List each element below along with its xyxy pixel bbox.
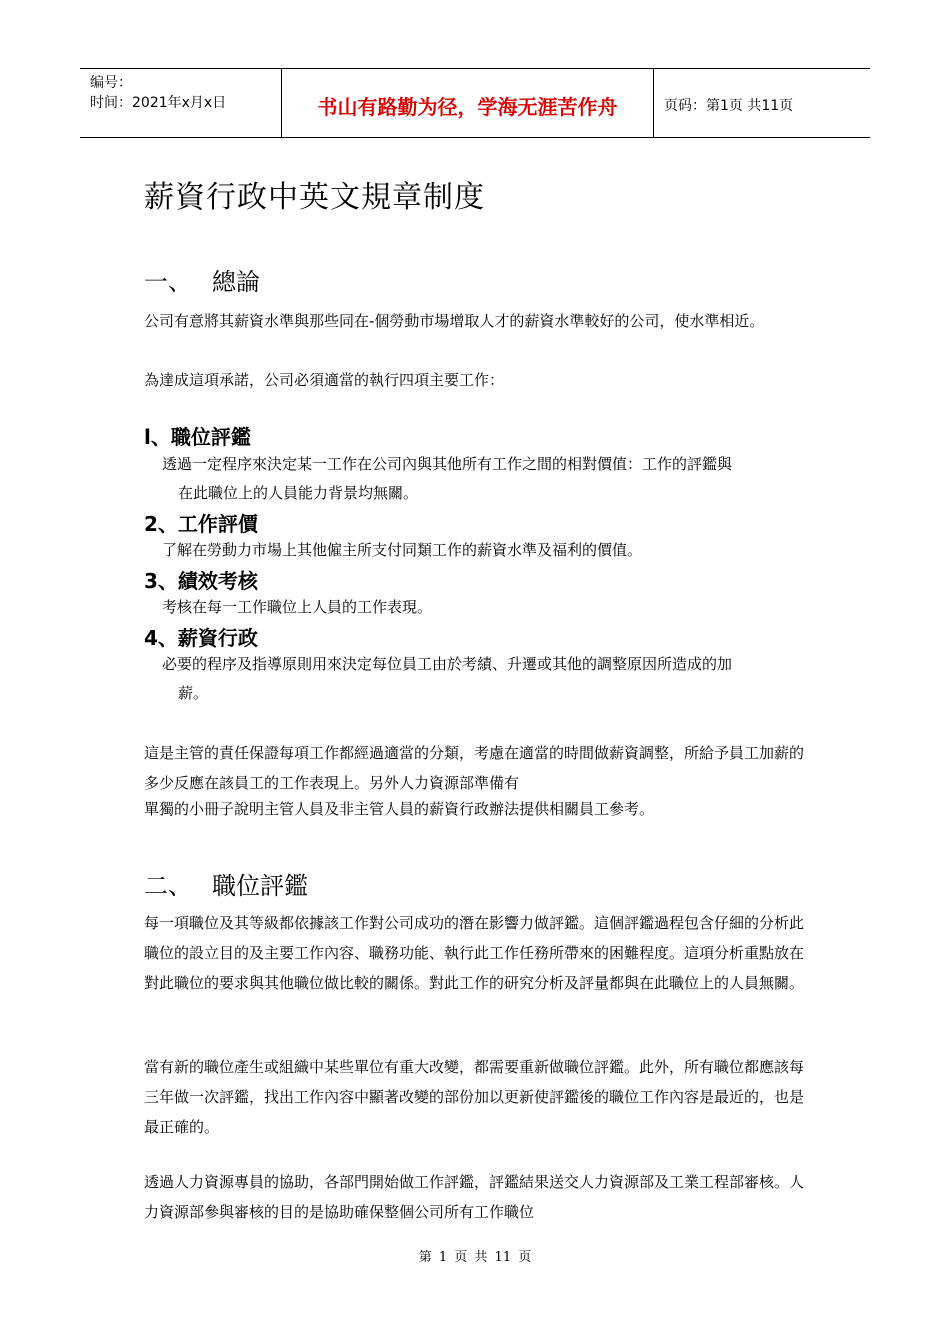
- section-2-number: 二、: [144, 872, 192, 900]
- time-label: 时间：2021年x月x日: [90, 95, 227, 111]
- page-footer: 第 1 页 共 11 页: [418, 1250, 532, 1265]
- section-2-para-1: 每一項職位及其等級都依據該工作對公司成功的潛在影響力做評鑑。這個評鑑過程包含仔細的分析此職位的設立目的及主要工作內容、職務功能、執行此工作任務所帶來的困難程度。這項分析重點放在對此職位的要求與其他職位做比較的關係。對此工作的研究分析及評量都與在此職位上的人員無關。: [144, 914, 805, 992]
- item-4-desc-line-2: 薪。: [178, 684, 209, 702]
- section-2-heading: [144, 866, 308, 901]
- item-1-desc-line-1: 透過一定程序來決定某一工作在公司內與其他所有工作之間的相對價值：工作的評鑑與: [162, 455, 733, 473]
- section-2-para-2: 當有新的職位產生或組織中某些單位有重大改變，都需要重新做職位評鑑。此外，所有職位都應該每三年做一次評鑑，找出工作內容中顯著改變的部份加以更新使評鑑後的職位工作內容是最近的，也是最正確的。: [144, 1058, 805, 1136]
- document-title: 薪資行政中英文規章制度: [144, 180, 485, 215]
- item-1-desc: [162, 450, 810, 508]
- item-4-desc-line-1: 必要的程序及指導原則用來決定每位員工由於考績、升遷或其他的調整原因所造成的加: [162, 655, 733, 673]
- header-table: [80, 68, 870, 138]
- number-label: 编号：: [90, 75, 132, 91]
- section-1-heading: [144, 262, 260, 297]
- section-2-title: 職位評鑑: [212, 872, 308, 900]
- item-3-title: 3、績效考核: [144, 569, 258, 593]
- header-meta: [80, 69, 281, 137]
- section-1-intro-1: 公司有意將其薪資水準與那些同在-個勞動市場增取人才的薪資水準較好的公司，使水準相近。: [144, 312, 765, 330]
- item-2-desc: 了解在勞動力市場上其他僱主所支付同類工作的薪資水準及福利的價值。: [162, 541, 643, 559]
- section-1-intro-2: 為達成這項承諾，公司必須適當的執行四項主要工作：: [144, 371, 505, 389]
- item-3-desc: 考核在每一工作職位上人員的工作表現。: [162, 598, 433, 616]
- item-2-title: 2、工作評價: [144, 512, 258, 536]
- section-2-para-3: 透過人力資源專員的協助，各部門開始做工作評鑑，評鑑結果送交人力資源部及工業工程部審核。人力資源部參與審核的目的是協助確保整個公司所有工作職位: [144, 1173, 805, 1221]
- header-motto: 书山有路勤为径，学海无涯苦作舟: [281, 69, 654, 137]
- section-1-number: 一、: [144, 268, 192, 296]
- item-4-title: 4、薪資行政: [144, 626, 258, 650]
- section-1-summary-1: 這是主管的責任保證每項工作都經過適當的分類，考慮在適當的時間做薪資調整，所給予員工加薪的多少反應在該員工的工作表現上。另外人力資源部準備有: [144, 744, 805, 792]
- header-page-info: 页码：第1页 共11页: [664, 98, 794, 114]
- section-1-title: 總論: [212, 268, 260, 296]
- item-1-desc-line-2: 在此職位上的人員能力背景均無關。: [178, 484, 419, 502]
- item-4-desc: [162, 650, 810, 708]
- item-1-title: l、職位評鑑: [144, 425, 251, 449]
- section-1-summary-2: 單獨的小冊子說明主管人員及非主管人員的薪資行政辦法提供相關員工參考。: [144, 800, 655, 818]
